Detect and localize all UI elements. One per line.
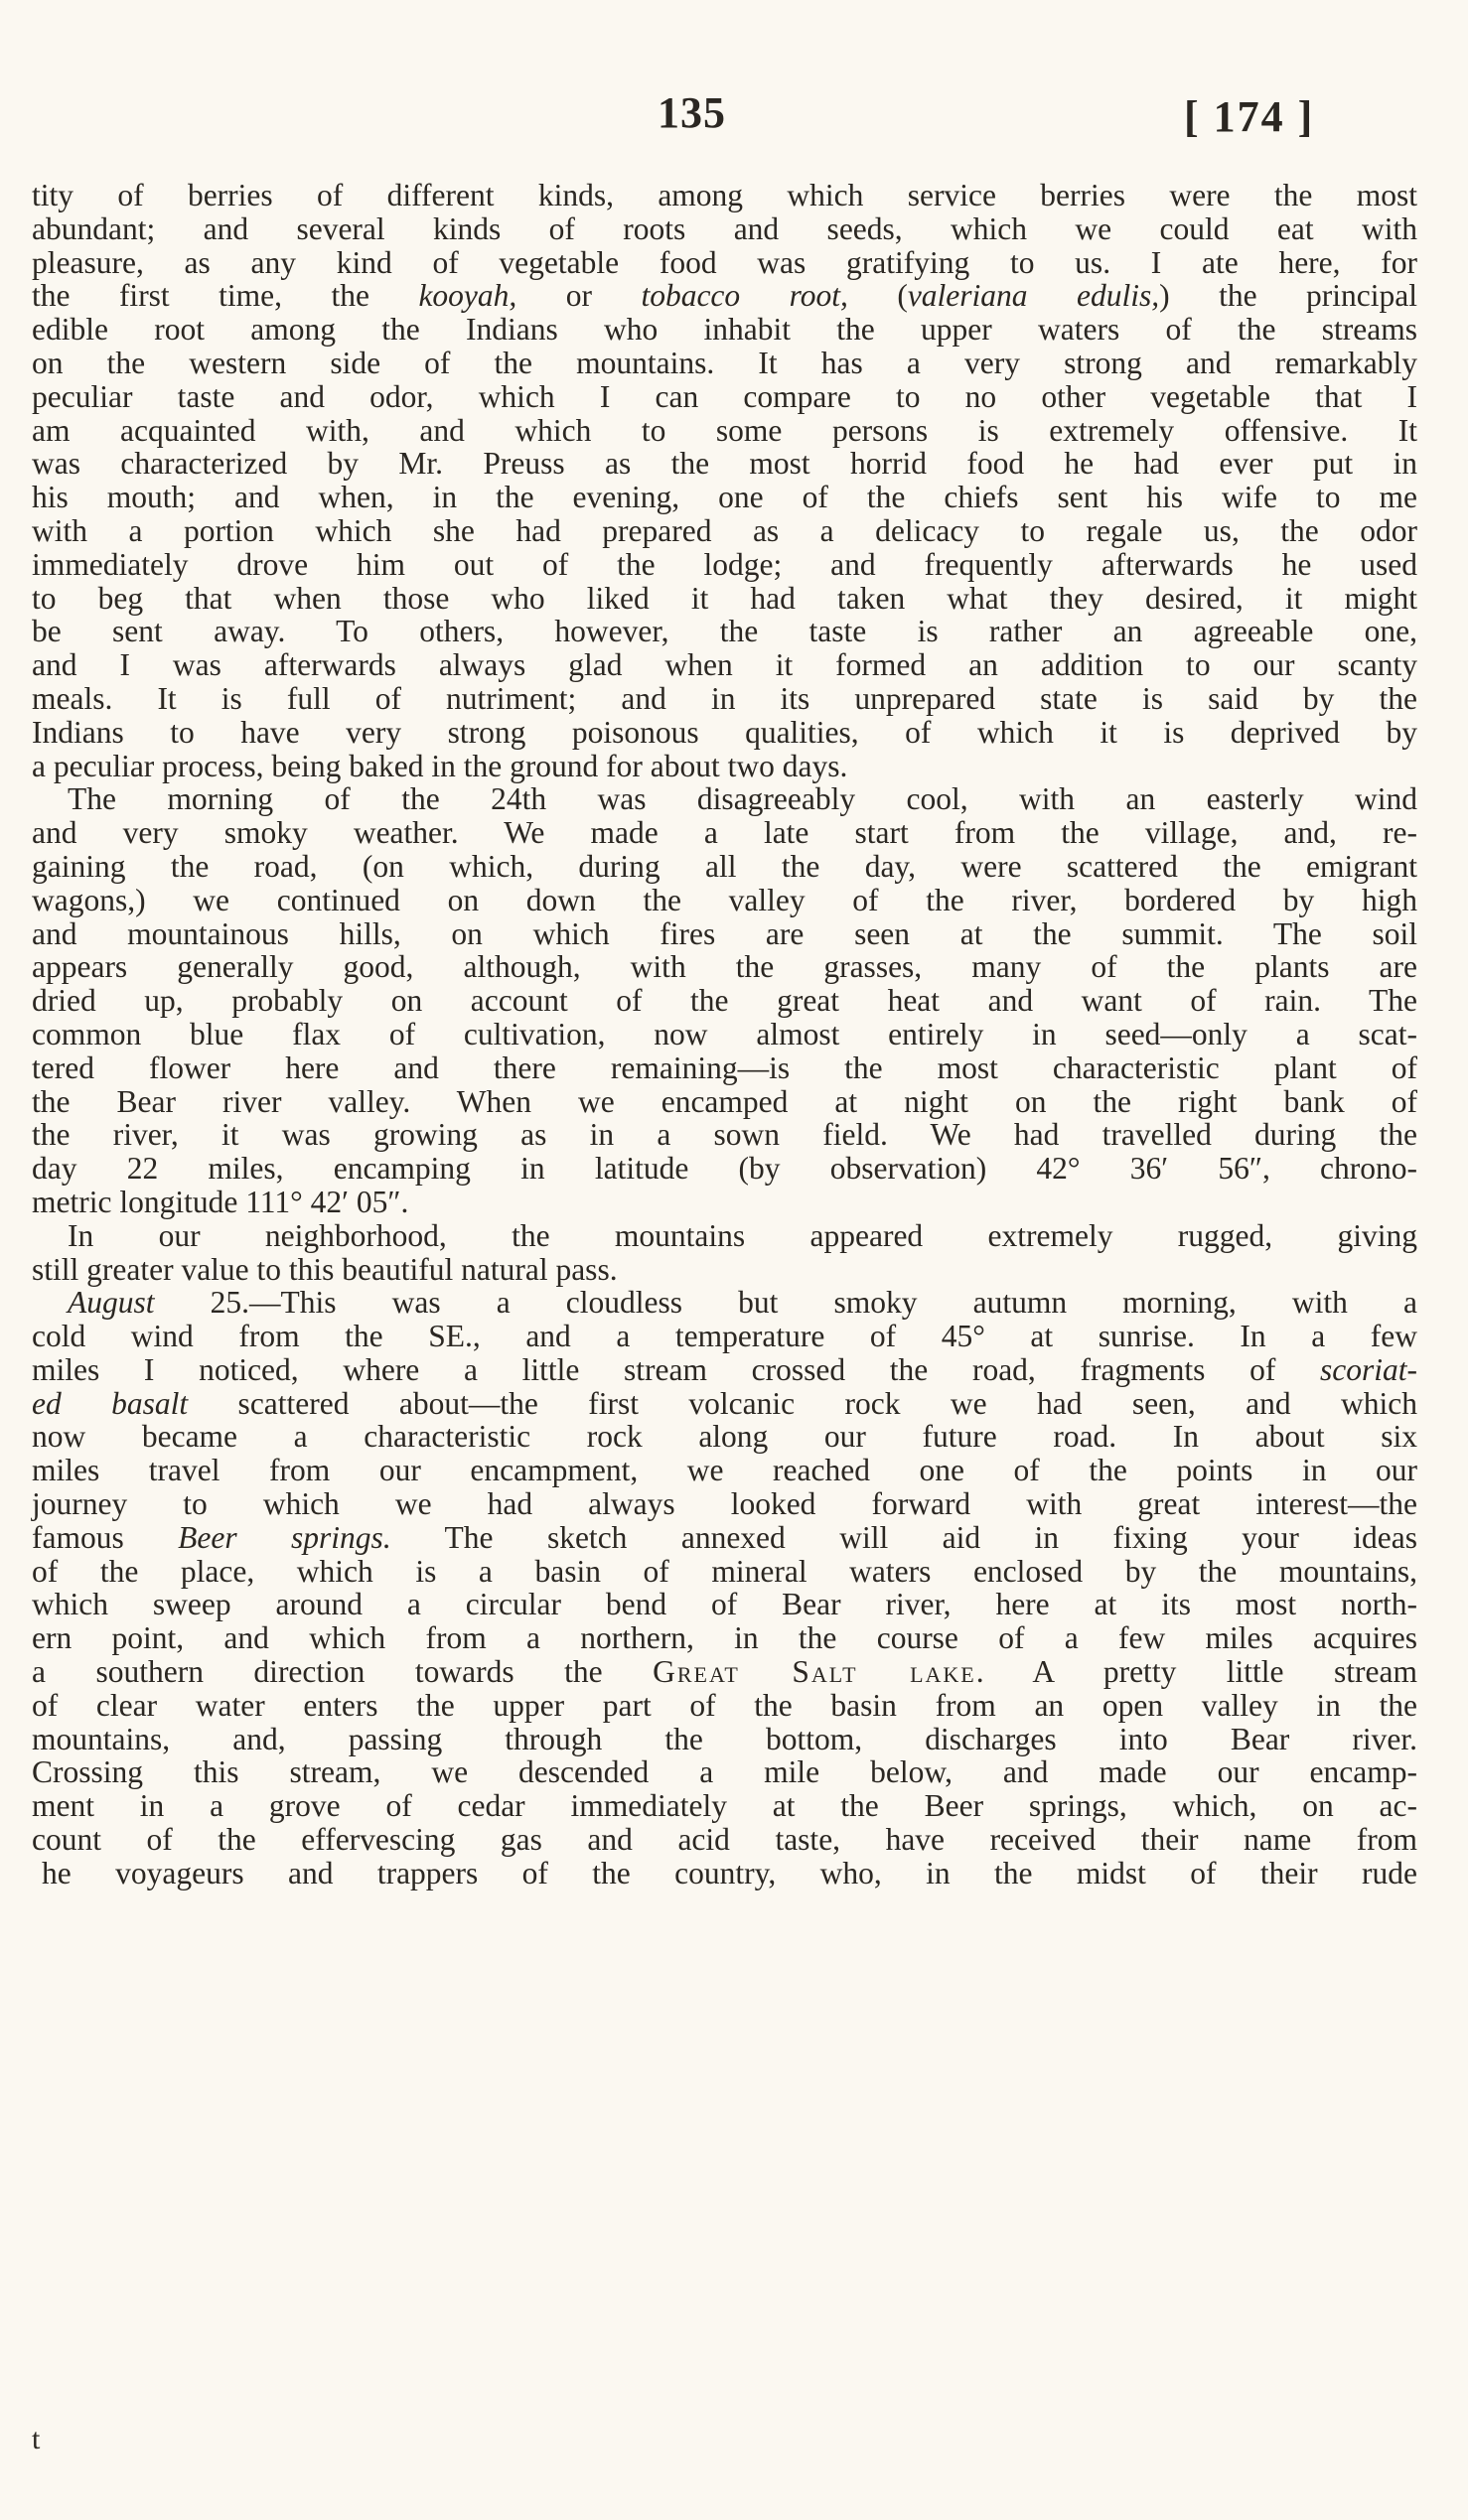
text-line — [32, 1186, 1417, 1219]
text-run: and I was afterwards always glad when it formed an addition to our scanty — [32, 647, 1417, 683]
text-line — [32, 279, 1417, 313]
text-run: common blue flax of cultivation, now almost entirely in seed—only a scat- — [32, 1016, 1417, 1051]
text-run: and very smoky weather. We made a late start from the village, and, re- — [32, 815, 1417, 851]
text-run: 25.—This was a cloudless but smoky autumn morning, with a — [154, 1285, 1417, 1321]
text-run: am acquainted with, and which to some persons is extremely offensive. It — [32, 412, 1417, 448]
text-line — [32, 1085, 1417, 1119]
text-run: journey to which we had always looked forward with great interest—the — [32, 1486, 1417, 1522]
text-run: . A pretty little stream — [975, 1654, 1417, 1690]
text-line — [32, 481, 1417, 514]
page-header — [0, 87, 1468, 147]
text-run: day 22 miles, encamping in latitude (by observation) 42° 36′ 56″, chrono- — [32, 1151, 1417, 1187]
signature-mark: t — [32, 2423, 41, 2455]
text-run: or — [516, 278, 642, 314]
italic-text: tobacco root, — [641, 278, 848, 314]
text-run: a peculiar process, being baked in the ground for about two days. — [32, 748, 848, 783]
text-run: and mountainous hills, on which fires are seen at the summit. The soil — [32, 915, 1417, 951]
text-line — [32, 1487, 1417, 1521]
text-run: wagons,) we continued on down the valley of the river, bordered by high — [32, 882, 1417, 917]
text-run: miles I noticed, where a little stream crossed the road, fragments of — [32, 1351, 1320, 1387]
text-line — [32, 884, 1417, 917]
text-run: tered flower here and there remaining—is the most characteristic plant of — [32, 1050, 1417, 1085]
page-number: 135 — [658, 88, 726, 137]
text-line — [32, 648, 1417, 682]
text-line — [32, 582, 1417, 616]
text-line — [32, 1755, 1417, 1789]
italic-text: scoriat- — [1320, 1351, 1417, 1387]
text-line — [32, 1253, 1417, 1287]
text-run: meals. It is full of nutriment; and in its unprepared state is said by the — [32, 680, 1417, 716]
text-run: with a portion which she had prepared as a delicacy to regale us, the odor — [32, 512, 1417, 548]
text-line — [32, 850, 1417, 884]
document-number: [ 174 ] — [1184, 92, 1315, 141]
text-line — [32, 1588, 1417, 1621]
text-run: his mouth; and when, in the evening, one of the chiefs sent his wife to me — [32, 480, 1417, 515]
text-line — [32, 1353, 1417, 1387]
text-run: a southern direction towards the — [32, 1654, 654, 1690]
text-line — [32, 313, 1417, 347]
text-run: ern point, and which from a northern, in the course of a few miles acquires — [32, 1620, 1417, 1656]
text-run: appears generally good, although, with the grasses, many of the plants are — [32, 949, 1417, 985]
text-line — [32, 615, 1417, 648]
text-run: Crossing this stream, we descended a mile below, and made our encamp- — [32, 1754, 1417, 1790]
text-run: the Bear river valley. When we encamped at night on the right bank of — [32, 1083, 1417, 1119]
text-run: the first time, the — [32, 278, 419, 314]
text-line — [32, 716, 1417, 750]
text-run: cold wind from the SE., and a temperature of 45° at sunrise. In a few — [32, 1319, 1417, 1354]
text-line — [32, 1823, 1417, 1857]
text-line — [32, 1051, 1417, 1085]
text-run: he voyageurs and trappers of the country, who, in the midst of their rude — [42, 1855, 1417, 1890]
text-line — [32, 1521, 1417, 1555]
italic-text: August — [68, 1285, 155, 1321]
text-run: immediately drove him out of the lodge; and frequently afterwards he used — [32, 546, 1417, 582]
text-line — [32, 414, 1417, 448]
italic-text: kooyah, — [418, 278, 517, 314]
text-line — [32, 1286, 1417, 1320]
text-line — [32, 380, 1417, 414]
italic-text: valeriana edulis, — [907, 278, 1160, 314]
text-run: peculiar taste and odor, which I can compare to no other vegetable that I — [32, 378, 1417, 414]
text-line — [32, 1857, 1417, 1890]
text-run: famous — [32, 1519, 179, 1555]
text-line — [32, 514, 1417, 548]
text-run: on the western side of the mountains. It has a very strong and remarkably — [32, 345, 1417, 380]
text-run: ment in a grove of cedar immediately at the Beer springs, which, on ac- — [32, 1788, 1417, 1824]
text-run: abundant; and several kinds of roots and seeds, which we could eat with — [32, 210, 1417, 246]
text-run: The sketch annexed will aid in fixing your ideas — [390, 1519, 1418, 1555]
text-run: ( — [847, 278, 908, 314]
text-run: of the place, which is a basin of mineral waters enclosed by the mountains, — [32, 1553, 1417, 1589]
text-line — [32, 1789, 1417, 1823]
text-line — [32, 1621, 1417, 1655]
text-run: scattered about—the first volcanic rock we had seen, and which — [188, 1385, 1417, 1421]
text-line — [32, 1723, 1417, 1756]
text-run: dried up, probably on account of the great heat and want of rain. The — [32, 983, 1417, 1019]
text-line — [32, 447, 1417, 481]
text-run: In our neighborhood, the mountains appeared extremely rugged, giving — [68, 1217, 1417, 1253]
text-line — [32, 917, 1417, 951]
text-line — [32, 347, 1417, 380]
text-run: which sweep around a circular bend of Bear river, here at its most north- — [32, 1587, 1417, 1622]
text-run: The morning of the 24th was disagreeably cool, with an easterly wind — [68, 781, 1417, 817]
text-run: be sent away. To others, however, the taste is rather an agreeable one, — [32, 614, 1417, 649]
italic-text: ed basalt — [32, 1385, 189, 1421]
text-run: the river, it was growing as in a sown field. We had travelled during the — [32, 1117, 1417, 1153]
text-line — [32, 1689, 1417, 1723]
text-line — [32, 179, 1417, 212]
text-run: edible root among the Indians who inhabit the upper waters of the streams — [32, 312, 1417, 348]
small-caps-text: Great Salt lake — [653, 1654, 976, 1690]
text-line — [32, 682, 1417, 716]
text-run: metric longitude 111° 42′ 05″. — [32, 1184, 409, 1219]
text-line — [32, 1655, 1417, 1689]
text-line — [32, 1387, 1417, 1421]
text-line — [32, 548, 1417, 582]
text-line — [32, 1152, 1417, 1186]
text-run: gaining the road, (on which, during all the day, were scattered the emigrant — [32, 848, 1417, 884]
text-line — [32, 212, 1417, 246]
text-run: of clear water enters the upper part of the basin from an open valley in the — [32, 1687, 1417, 1723]
text-line — [32, 1018, 1417, 1051]
text-line — [32, 1454, 1417, 1487]
text-run: was characterized by Mr. Preuss as the most horrid food he had ever put in — [32, 446, 1417, 482]
text-line — [32, 1420, 1417, 1454]
text-line — [32, 984, 1417, 1018]
text-run: mountains, and, passing through the bottom, discharges into Bear river. — [32, 1721, 1417, 1756]
text-run: to beg that when those who liked it had taken what they desired, it might — [32, 580, 1417, 616]
text-line — [32, 782, 1417, 816]
text-line — [32, 1118, 1417, 1152]
text-line — [32, 750, 1417, 783]
text-run: ) the principal — [1159, 278, 1417, 314]
body-text — [32, 179, 1417, 1890]
italic-text: Beer springs. — [178, 1519, 391, 1555]
text-run: still greater value to this beautiful natural pass. — [32, 1251, 618, 1287]
text-line — [32, 1320, 1417, 1353]
text-run: now became a characteristic rock along our future road. In about six — [32, 1419, 1417, 1455]
text-line — [32, 1219, 1417, 1253]
text-run: Indians to have very strong poisonous qualities, of which it is deprived by — [32, 714, 1417, 750]
text-run: count of the effervescing gas and acid taste, have received their name from — [32, 1822, 1417, 1858]
text-run: pleasure, as any kind of vegetable food was gratifying to us. I ate here, for — [32, 244, 1417, 280]
text-line — [32, 950, 1417, 984]
text-line — [32, 816, 1417, 850]
text-run: miles travel from our encampment, we reached one of the points in our — [32, 1453, 1417, 1488]
text-run: tity of berries of different kinds, among which service berries were the most — [32, 178, 1417, 212]
text-line — [32, 246, 1417, 280]
text-line — [32, 1555, 1417, 1589]
